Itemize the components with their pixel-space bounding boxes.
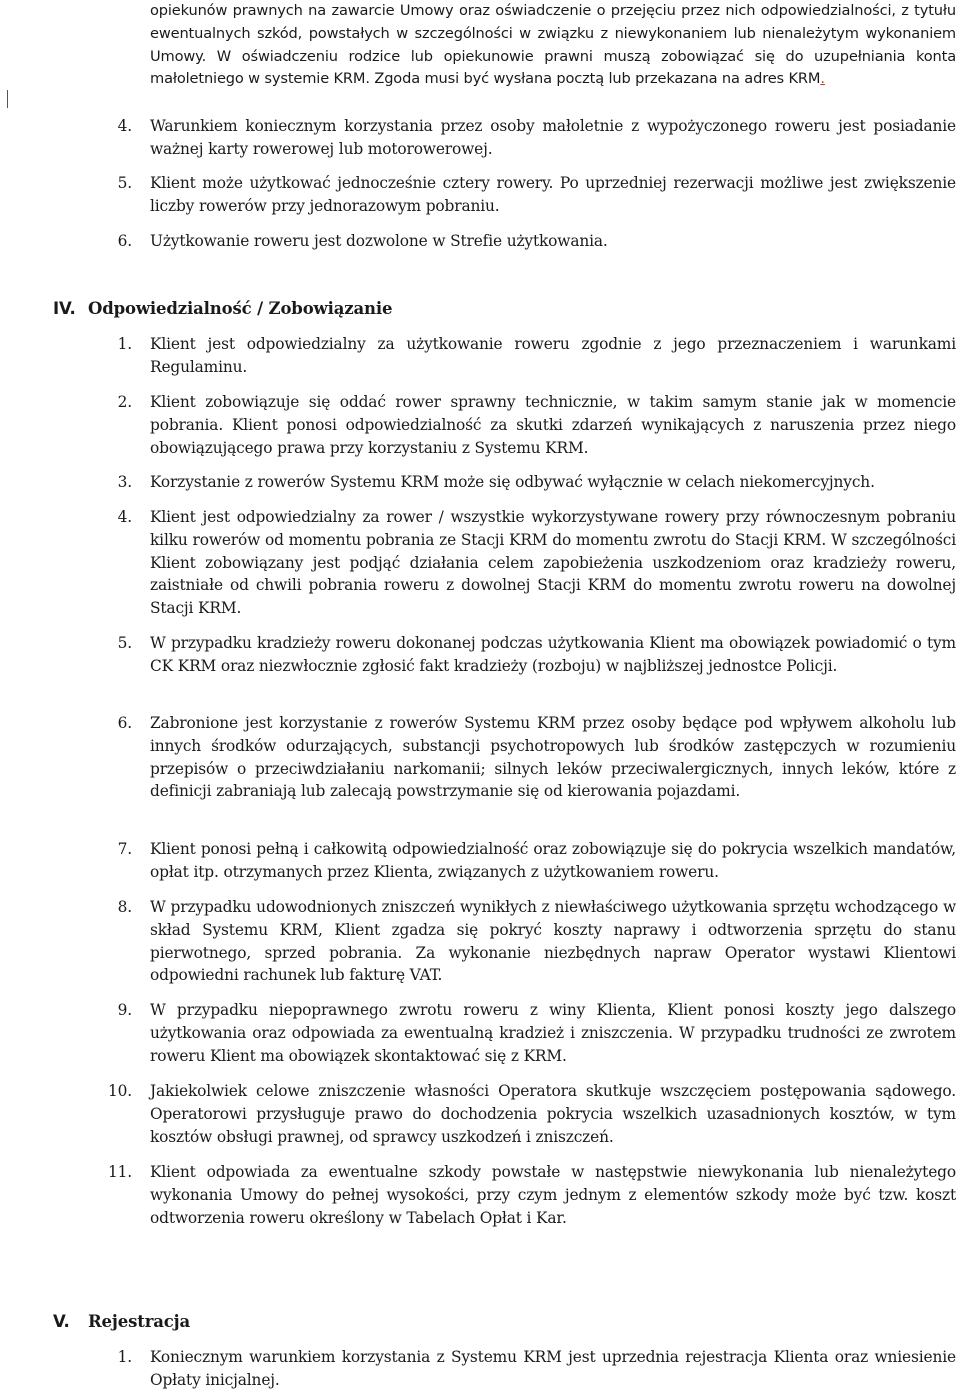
list-item [0, 712, 960, 803]
list-item [0, 1346, 960, 1392]
item-text: Użytkowanie roweru jest dozwolone w Strefie użytkowania. [150, 232, 608, 250]
section-title: Rejestracja [88, 1312, 191, 1331]
list-item [0, 896, 960, 987]
item-number: 4. [117, 117, 132, 135]
list-item [0, 333, 960, 379]
item-text: Klient odpowiada za ewentualne szkody powstałe w następstwie niewykonania lub nienależytego wykonania Umowy do pełnej wysokości, przy czym jednym z elementów szkody może być tzw. koszt odtworzenia roweru określony w Tabelach Opłat i Kar. [150, 1163, 956, 1227]
item-number: 5. [117, 174, 132, 192]
section-title: Odpowiedzialność / Zobowiązanie [88, 299, 393, 318]
item-text: Klient ponosi pełną i całkowitą odpowiedzialność oraz zobowiązuje się do pokrycia wszelkich mandatów, opłat itp. otrzymanych przez Klienta, związanych z użytkowaniem roweru. [150, 840, 956, 881]
section-number: IV. [53, 299, 76, 318]
item-number: 5. [117, 634, 132, 652]
item-text: Klient zobowiązuje się oddać rower sprawny technicznie, w takim samym stanie jak w momencie pobrania. Klient ponosi odpowiedzialność za skutki zdarzeń wynikających z naruszenia przez niego obowiązującego prawa przy korzystaniu z Systemu KRM. [150, 393, 956, 457]
item-number: 3. [117, 473, 132, 491]
list-item [0, 632, 960, 678]
list-item [0, 115, 960, 161]
list-item [0, 506, 960, 620]
item-text: Klient jest odpowiedzialny za użytkowanie roweru zgodnie z jego przeznaczeniem i warunkami Regulaminu. [150, 335, 956, 376]
list-item [0, 1161, 960, 1229]
item-text: W przypadku udowodnionych zniszczeń wynikłych z niewłaściwego użytkowania sprzętu wchodzącego w skład Systemu KRM, Klient zgadza się pokryć koszty naprawy i odtworzenia sprzętu do stanu pierwotnego, sprzed pobrania. Za wykonanie niezbędnych napraw Operator wystawi Klientowi odpowiedni rachunek lub fakturę VAT. [150, 898, 956, 985]
list-item [0, 230, 960, 253]
list-item [0, 471, 960, 494]
item-text: Warunkiem koniecznym korzystania przez osoby małoletnie z wypożyczonego roweru jest posiadanie ważnej karty rowerowej lub motorowerowej. [150, 117, 956, 158]
item-number: 7. [117, 840, 132, 858]
margin-change-bar [7, 90, 8, 108]
item-number: 2. [117, 393, 132, 411]
item-text: Klient jest odpowiedzialny za rower / wszystkie wykorzystywane rowery przy równoczesnym pobraniu kilku rowerów od momentu pobrania ze Stacji KRM do momentu zwrotu do Stacji KRM. W szczególności Klient zobowiązany jest podjąć działania celem zapobieżenia uszkodzeniom oraz kradzieży roweru, zaistniałe od chwili pobrania roweru z dowolnej Stacji KRM do momentu zwrotu roweru na dowolnej Stacji KRM. [150, 508, 956, 618]
item-number: 11. [107, 1163, 132, 1181]
item-number: 10. [107, 1082, 132, 1100]
list-item [0, 838, 960, 884]
intro-paragraph [150, 0, 956, 91]
item-number: 4. [117, 508, 132, 526]
item-number: 1. [117, 335, 132, 353]
section-number: V. [53, 1312, 70, 1331]
item-number: 6. [117, 232, 132, 250]
item-text: Jakiekolwiek celowe zniszczenie własności Operatora skutkuje wszczęciem postępowania sądowego. Operatorowi przysługuje prawo do dochodzenia pokrycia wszelkich uzasadnionych kosztów, w tym kosztów obsługi prawnej, od sprawcy uszkodzeń i zniszczeń. [150, 1082, 956, 1146]
item-text: W przypadku kradzieży roweru dokonanej podczas użytkowania Klient ma obowiązek powiadomić o tym CK KRM oraz niezwłocznie zgłosić fakt kradzieży (rozboju) w najbliższej jednostce Policji. [150, 634, 956, 675]
item-text: Klient może użytkować jednocześnie cztery rowery. Po uprzedniej rezerwacji możliwe jest zwiększenie liczby rowerów przy jednorazowym pobraniu. [150, 174, 956, 215]
list-item [0, 172, 960, 218]
list-item [0, 1080, 960, 1148]
item-number: 9. [117, 1001, 132, 1019]
item-number: 8. [117, 898, 132, 916]
item-number: 1. [117, 1348, 132, 1366]
item-text: Korzystanie z rowerów Systemu KRM może się odbywać wyłącznie w celach niekomercyjnych. [150, 473, 875, 491]
item-number: 6. [117, 714, 132, 732]
intro-text: opiekunów prawnych na zawarcie Umowy oraz oświadczenie o przejęciu przez nich odpowiedzialności, z tytułu ewentualnych szkód, powstałych w szczególności w związku z niewykonaniem lub nienależytym wykonaniem Umowy. W oświadczeniu rodzice lub opiekunowie prawni muszą zobowiązać się do uzupełniania konta małoletniego w systemie KRM. Zgoda musi być wysłana pocztą lub przekazana na adres KRM [150, 2, 956, 88]
list-item [0, 391, 960, 459]
item-text: Zabronione jest korzystanie z rowerów Systemu KRM przez osoby będące pod wpływem alkoholu lub innych środków odurzających, substancji psychotropowych lub środków zastępczych w rozumieniu przepisów o przeciwdziałaniu narkomanii; silnych leków przeciwalergicznych, innych leków, które z definicji zabraniają lub zalecają powstrzymanie się od kierowania pojazdami. [150, 714, 956, 801]
list-item [0, 999, 960, 1067]
intro-trailing-mark: . [820, 70, 825, 88]
item-text: Koniecznym warunkiem korzystania z Systemu KRM jest uprzednia rejestracja Klienta oraz wniesienie Opłaty inicjalnej. [150, 1348, 956, 1389]
item-text: W przypadku niepoprawnego zwrotu roweru z winy Klienta, Klient ponosi koszty jego dalszego użytkowania oraz odpowiada za ewentualną kradzież i zniszczenia. W przypadku trudności ze zwrotem roweru Klient ma obowiązek skontaktować się z KRM. [150, 1001, 956, 1065]
